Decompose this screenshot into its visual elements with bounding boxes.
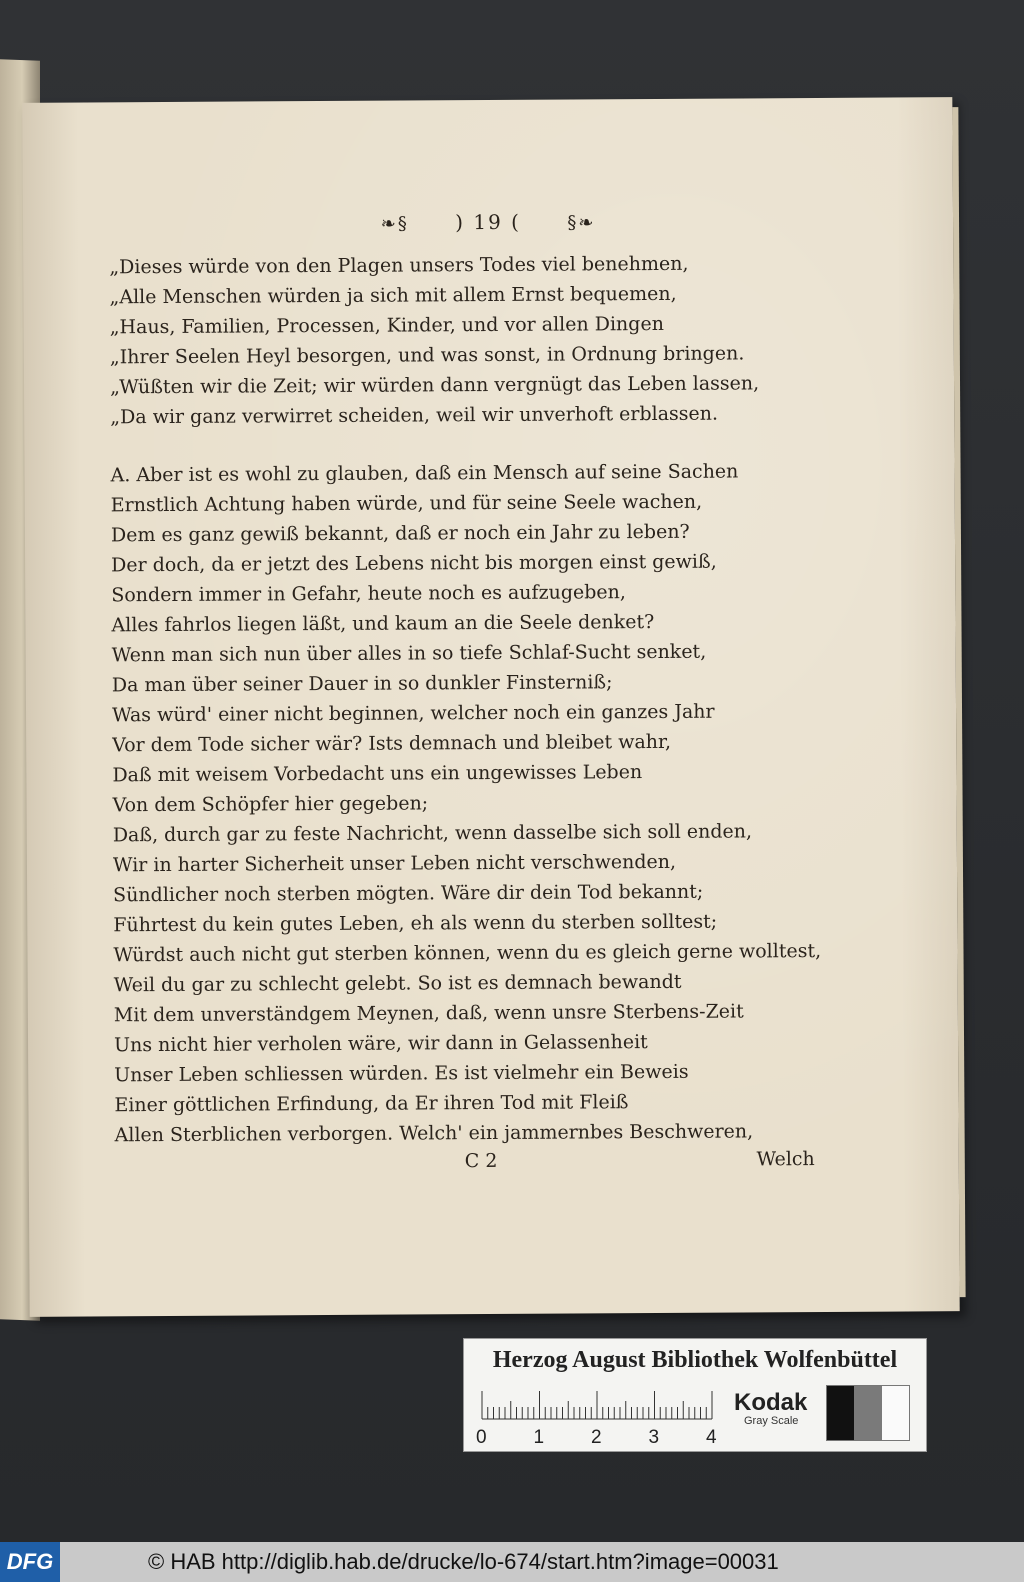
gray-scale-patches: [826, 1385, 910, 1441]
text-line: Der doch, da er jetzt des Lebens nicht bis morgen einst gewiß,: [111, 550, 717, 577]
text-line: Wenn man sich nun über alles in so tiefe Schlaf-Sucht senket,: [111, 640, 707, 667]
text-line: „Dieses würde von den Plagen unsers Todes viel benehmen,: [109, 252, 689, 279]
kodak-subtitle: Gray Scale: [744, 1415, 799, 1427]
text-line: Führtest du kein gutes Leben, eh als wenn du sterben solltest;: [113, 910, 718, 937]
kodak-logo: Kodak: [734, 1389, 808, 1416]
text-line: Alles fahrlos liegen läßt, und kaum an die Seele denket?: [111, 611, 655, 637]
text-line: Einer göttlichen Erfindung, da Er ihren Tod mit Fleiß: [114, 1091, 629, 1117]
text-line: Sündlicher noch sterben mögten. Wäre dir dein Tod bekannt;: [113, 880, 704, 907]
footer-bar: [0, 1542, 1024, 1582]
ruler-scale: [480, 1389, 714, 1423]
text-line: Ernstlich Achtung haben würde, und für seine Seele wachen,: [110, 490, 703, 517]
text-line: Was würd' einer nicht beginnen, welcher noch ein ganzes Jahr: [111, 700, 715, 727]
text-line: Dem es ganz gewiß bekannt, daß er noch ein Jahr zu leben?: [110, 520, 690, 547]
page-header: [23, 207, 953, 243]
ruler-number: 0: [476, 1427, 487, 1448]
text-line: Daß, durch gar zu feste Nachricht, wenn dasselbe sich soll enden,: [112, 820, 753, 847]
book-page: [22, 97, 959, 1317]
ruler-number: 2: [591, 1427, 602, 1448]
text-line: Mit dem unverständgem Meynen, daß, wenn unsre Sterbens-Zeit: [113, 1000, 744, 1027]
text-line: Da man über seiner Dauer in so dunkler Finsterniß;: [111, 671, 613, 697]
text-line: Wir in harter Sicherheit unser Leben nicht verschwenden,: [112, 850, 677, 877]
text-line: A. Aber ist es wohl zu glauben, daß ein Mensch auf seine Sachen: [110, 460, 739, 487]
text-line: „Wüßten wir die Zeit; wir würden dann vergnügt das Leben lassen,: [109, 372, 760, 399]
text-line: Sondern immer in Gefahr, heute noch es aufzugeben,: [111, 581, 626, 607]
page-foot: [115, 1148, 815, 1182]
gray-patch-mid: [854, 1386, 881, 1440]
gray-patch-white: [882, 1386, 909, 1440]
text-body: [109, 248, 822, 1150]
text-line: Würdst auch nicht gut sterben können, wenn du es gleich gerne wolltest,: [113, 939, 822, 967]
text-line: Uns nicht hier verholen wäre, wir dann in Gelassenheit: [113, 1031, 648, 1057]
text-line: „Alle Menschen würden ja sich mit allem Ernst bequemen,: [109, 282, 677, 309]
text-line: Von dem Schöpfer hier gegeben;: [112, 792, 429, 817]
ruler-number: 1: [533, 1427, 545, 1448]
ruler-numbers: [474, 1427, 724, 1449]
signature-mark: C 2: [464, 1149, 498, 1173]
ruler-number: 4: [706, 1427, 717, 1448]
catchword: Welch: [756, 1148, 815, 1171]
text-line: Vor dem Tode sicher wär? Ists demnach und bleibet wahr,: [112, 730, 672, 757]
header-ornament-right: §❧: [567, 212, 596, 234]
text-line: „Haus, Familien, Processen, Kinder, und vor allen Dingen: [109, 312, 664, 339]
header-ornament-left: ❧§: [380, 213, 409, 235]
copyright-url[interactable]: © HAB http://diglib.hab.de/drucke/lo-674/start.htm?image=00031: [148, 1549, 779, 1574]
gray-patch-black: [827, 1386, 854, 1440]
text-line: Allen Sterblichen verborgen. Welch' ein jammernbes Beschweren,: [114, 1120, 754, 1147]
page-number: ) 19 (: [455, 209, 522, 235]
dfg-logo: DFG: [0, 1542, 60, 1582]
stanza-gap: [110, 428, 750, 460]
library-label-card: [463, 1338, 927, 1452]
text-line: Daß mit weisem Vorbedacht uns ein ungewisses Leben: [112, 761, 643, 787]
library-name: Herzog August Bibliothek Wolfenbüttel: [492, 1347, 898, 1373]
text-line: „Ihrer Seelen Heyl besorgen, und was sonst, in Ordnung bringen.: [109, 342, 745, 369]
ruler-number: 3: [648, 1427, 660, 1448]
text-line: „Da wir ganz verwirret scheiden, weil wir unverhoft erblassen.: [110, 402, 719, 429]
text-line: Weil du gar zu schlecht gelebt. So ist es demnach bewandt: [113, 970, 682, 997]
text-line: Unser Leben schliessen würden. Es ist vielmehr ein Beweis: [114, 1060, 689, 1087]
